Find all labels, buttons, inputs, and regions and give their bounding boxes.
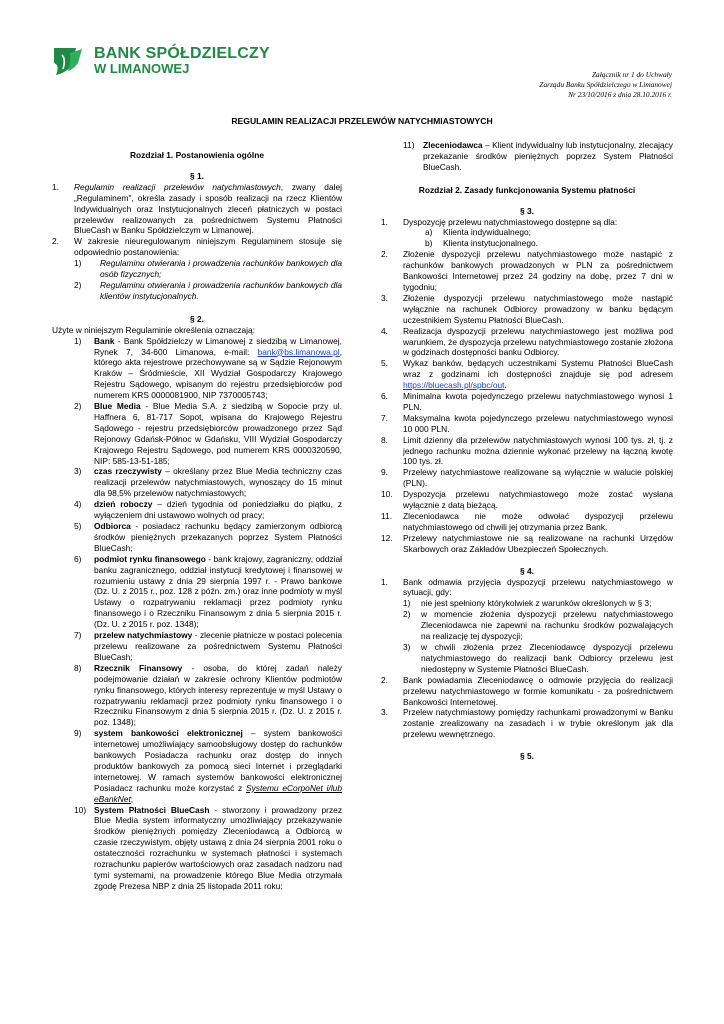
s3-item6: 6. Minimalna kwota pojedynczego przelewu natychmiastowego wynosi 1 PLN.: [381, 391, 673, 412]
definition-bluecash-system: 10) System Płatności BlueCash - stworzony i prowadzony przez Blue Media system informatyczny umożliwiający przekazywanie środków pieniężnych pomiędzy Zleceniodawcą a Odbiorcą w czasie rzeczywistym, objęty ustawą z dnia 24 sierpnia 2001 roku o ostateczności rozrachunku w systemach płatności i systemach rozrachunku papierów wartościowych oraz zasadach nadzoru nad tymi systemami, na prowadzenie którego Blue Media otrzymała zgodę Prezesa NBP z dnia 25 listopada 2011 roku;: [74, 804, 343, 891]
s3-item5: 5. Wykaz banków, będących uczestnikami Systemu Płatności BlueCash wraz z godzinami ich dostępności znajduje się pod adresem https://bluecash.pl/spbc/out.: [381, 358, 673, 391]
s3-item3: 3. Złożenie dyspozycji przelewu natychmiastowego może nastąpić wyłącznie na rachunek Odbiorcy prowadzony w banku będącym uczestnikiem Systemu Płatności BlueCash.: [381, 292, 673, 325]
definition-payer: 11) Zleceniodawca – Klient indywidualny lub instytucjonalny, zlecający przekazanie środków pieniężnych poprzez System Płatności BlueCash.: [403, 140, 673, 172]
s2-heading: § 2.: [190, 313, 204, 324]
definition-bank: 1) Bank - Bank Spółdzielczy w Limanowej z siedzibą w Limanowej, Rynek 7, 34-600 Limanowa, e-mail: bank@bs.limanowa.pl, którego akta rejestrowe przechowywane są w Sądzie Rejonowym Kraków – Śródmieście, XII Wydział Gospodarczy Krajowego Rejestru Sądowego, wpisanym do rejestru przedsiębiorców pod numerem KRS 0000081900, NIP 7370005743;: [74, 335, 342, 401]
s4-item1-2: 2) w momencie złożenia dyspozycji przelewu natychmiastowego Zleceniodawca nie zapewni na rachunku środków pozwalających na realizację tej dyspozycji;: [403, 609, 673, 642]
s3-item1-a: a) Klienta indywidualnego;: [425, 227, 531, 238]
s4-item1-1: 1) nie jest spełniony którykolwiek z warunków określonych w § 3;: [403, 598, 652, 609]
s3-item1: 1. Dyspozycję przelewu natychmiastowego dostępne są dla:: [381, 216, 618, 227]
definition-e-banking: 9) system bankowości elektronicznej – system bankowości internetowej umożliwiający samoobsługowy dostęp do rachunków bankowych Posiadacza rachunku oraz dostęp do innych produktów bankowych za pomocą sieci Internet i przeglądarki internetowej. W ramach systemów bankowości elektronicznej Posiadacz rachunku może korzystać z Systemu eCorpoNet i/lub eBankNet;: [74, 728, 342, 804]
definition-real-time: 3) czas rzeczywisty – określany przez Blue Media techniczny czas realizacji przelewów natychmiastowych, wynoszący do 15 minut dla 98,5% przelewów natychmiastowych;: [74, 466, 342, 499]
bank-logo: [50, 42, 270, 80]
s3-item12: 12. Przelewy natychmiastowe nie są realizowane na rachunki Urzędów Skarbowych oraz Zakładów Ubezpieczeń Społecznych.: [381, 532, 673, 554]
s3-heading: § 3.: [520, 205, 534, 216]
s1-item2-2: 2) Regulaminu otwierania i prowadzenia rachunków bankowych dla klientów instytucjonalnych.: [74, 279, 342, 301]
bank-email-link[interactable]: bank@bs.limanowa.pl: [257, 346, 340, 357]
s4-item2: 2. Bank powiadamia Zleceniodawcę o odmowie przyjęcia do realizacji przelewu natychmiastowego w formie komunikatu - za pośrednictwem Bankowości Internetowej.: [381, 674, 673, 707]
definition-recipient: 5) Odbiorca - posiadacz rachunku będący zamierzonym odbiorcą środków pieniężnych przekazanych poprzez System Płatności BlueCash;: [74, 521, 342, 553]
s2-intro: Użyte w niniejszym Regulaminie określenia oznaczają:: [52, 324, 255, 335]
s3-item9: 9. Przelewy natychmiastowe realizowane są wyłącznie w walucie polskiej (PLN).: [381, 467, 673, 489]
chapter1-heading: Rozdział 1. Postanowienia ogólne: [129, 150, 265, 160]
s4-item1-3: 3) w chwili złożenia przez Zleceniodawcę dyspozycji przelewu natychmiastowego do realizacji bank Odbiorcy przelewu jest niedostępny w Systemie Płatności BlueCash.: [403, 641, 673, 674]
definition-ombudsman: 8) Rzecznik Finansowy - osoba, do której zadań należy podejmowanie działań w zakresie ochrony Klientów podmiotów rynku finansowego, których interesy reprezentuje w myśl Ustawy o rozpatrywaniu reklamacji przez podmioty rynku finansowego i o Rzeczniku Finansowym z dnia 5 sierpnia 2015 r. (Dz. U. z 2015 r. poz. 1348);: [74, 662, 342, 728]
note-line1: Załącznik nr 1 do Uchwały: [591, 70, 672, 79]
chapter2-heading: Rozdział 2. Zasady funkcjonowania Systemu płatności: [418, 184, 636, 195]
s4-item3: 3. Przelew natychmiastowy pomiędzy rachunkami prowadzonymi w Banku zostanie zrealizowany na zasadach i w trybie określonym jak dla przelewu wewnętrznego.: [381, 707, 673, 740]
left-column: [52, 140, 342, 892]
s3-item8: 8. Limit dzienny dla przelewów natychmiastowych wynosi 100 tys. zł, tj. z jednego rachunku można dziennie wykonać przelewy na łączną kwotę 100 tys. zł.: [381, 434, 673, 467]
s5-heading: § 5.: [520, 751, 534, 762]
s3-item2: 2. Złożenie dyspozycji przelewu natychmiastowego może nastąpić z rachunków bankowych prowadzonych w PLN za pośrednictwem Bankowości Internetowej przez 24 godziny na dobę, przez 7 dni w tygodniu;: [381, 249, 673, 292]
note-line2: Zarządu Banku Spółdzielczego w Limanowej: [539, 80, 672, 89]
definition-blue-media: 2) Blue Media - Blue Media S.A. z siedzibą w Sopocie przy ul. Haffnera 6, 81-717 Sopot, wpisana do Krajowego Rejestru Sądowego - rejestru przedsiębiorców prowadzonego przez Sąd Rejonowy Gdańsk-Północ w Gdańsku, VIII Wydział Gospodarczy Krajowego Rejestru Sądowego, pod numerem KRS 0000320590, NIP: 585-13-51-185;: [74, 401, 342, 466]
logo-line2: W LIMANOWEJ: [94, 61, 190, 76]
s4-item1: 1. Bank odmawia przyjęcia dyspozycji przelewu natychmiastowego w sytuacji, gdy:: [381, 576, 673, 598]
definition-instant-transfer: 7) przelew natychmiastowy - zlecenie płatnicze w postaci polecenia przelewu realizowane za pośrednictwem Systemu Płatności BlueCash;: [74, 630, 342, 662]
bluecash-link[interactable]: https://bluecash.pl/spbc/out: [403, 380, 505, 391]
right-column: [381, 140, 673, 762]
document-title: REGULAMIN REALIZACJI PRZELEWÓW NATYCHMIASTOWYCH: [231, 116, 493, 126]
s3-item10: 10. Dyspozycja przelewu natychmiastowego może zostać wysłana wyłącznie z datą bieżącą.: [381, 489, 673, 511]
definition-business-day: 4) dzień roboczy – dzień tygodnia od poniedziałku do piątku, z wyłączeniem dni ustawowo wolnych od pracy;: [74, 499, 343, 521]
definition-financial-entity: 6) podmiot rynku finansowego - bank krajowy, zagraniczny, oddział banku zagranicznego, oddział instytucji kredytowej i finansowej w rozumieniu ustawy z dnia 29 sierpnia 1997 r. - Prawo bankowe (Dz. U. z 2015 r., poz. 128 z późn. zm.) oraz inne podmioty w myśl Ustawy o rozpatrywaniu reklamacji przez podmioty rynku finansowego i o Rzeczniku Finansowym z dnia 5 sierpnia 2015 r. (Dz. U. z 2015 r. poz. 1348);: [74, 553, 342, 630]
note-line3: Nr 23/10/2016 z dnia 28.10.2016 r.: [568, 90, 672, 99]
s1-heading: § 1.: [190, 170, 204, 181]
s3-item11: 11. Zleceniodawca nie może odwołać dyspozycji przelewu natychmiastowego od chwili jej otrzymania przez Bank.: [381, 511, 673, 532]
bank-logo-icon: [50, 43, 86, 79]
attachment-note: [539, 70, 672, 100]
s1-item2-1: 1) Regulaminu otwierania i prowadzenia rachunków bankowych dla osób fizycznych;: [74, 258, 342, 280]
s3-item1-b: b) Klienta instytucjonalnego.: [425, 238, 538, 249]
s3-item7: 7. Maksymalna kwota pojedynczego przelewu natychmiastowego wynosi 10 000 PLN.: [381, 412, 673, 434]
s3-item4: 4. Realizacja dyspozycji przelewu natychmiastowego jest możliwa pod warunkiem, że dyspozycja przelewu natychmiastowego zostanie złożona w godzinach dostępności banku Odbiorcy.: [381, 325, 673, 358]
logo-line1: BANK SPÓŁDZIELCZY: [94, 45, 270, 62]
s4-heading: § 4.: [520, 565, 534, 576]
s1-item2: 2. W zakresie nieuregulowanym niniejszym Regulaminem stosuje się odpowiednio postanowienia:: [52, 236, 342, 258]
s1-item1: 1. Regulamin realizacji przelewów natychmiastowych, zwany dalej „Regulaminem", określa zasady i sposób realizacji na rzecz Klientów Indywidualnych oraz Instytucjonalnych zleceń płatniczych w postaci przelewów realizowanych za pośrednictwem Systemu Płatności BlueCash w Banku Spółdzielczym w Limanowej.: [52, 181, 342, 236]
